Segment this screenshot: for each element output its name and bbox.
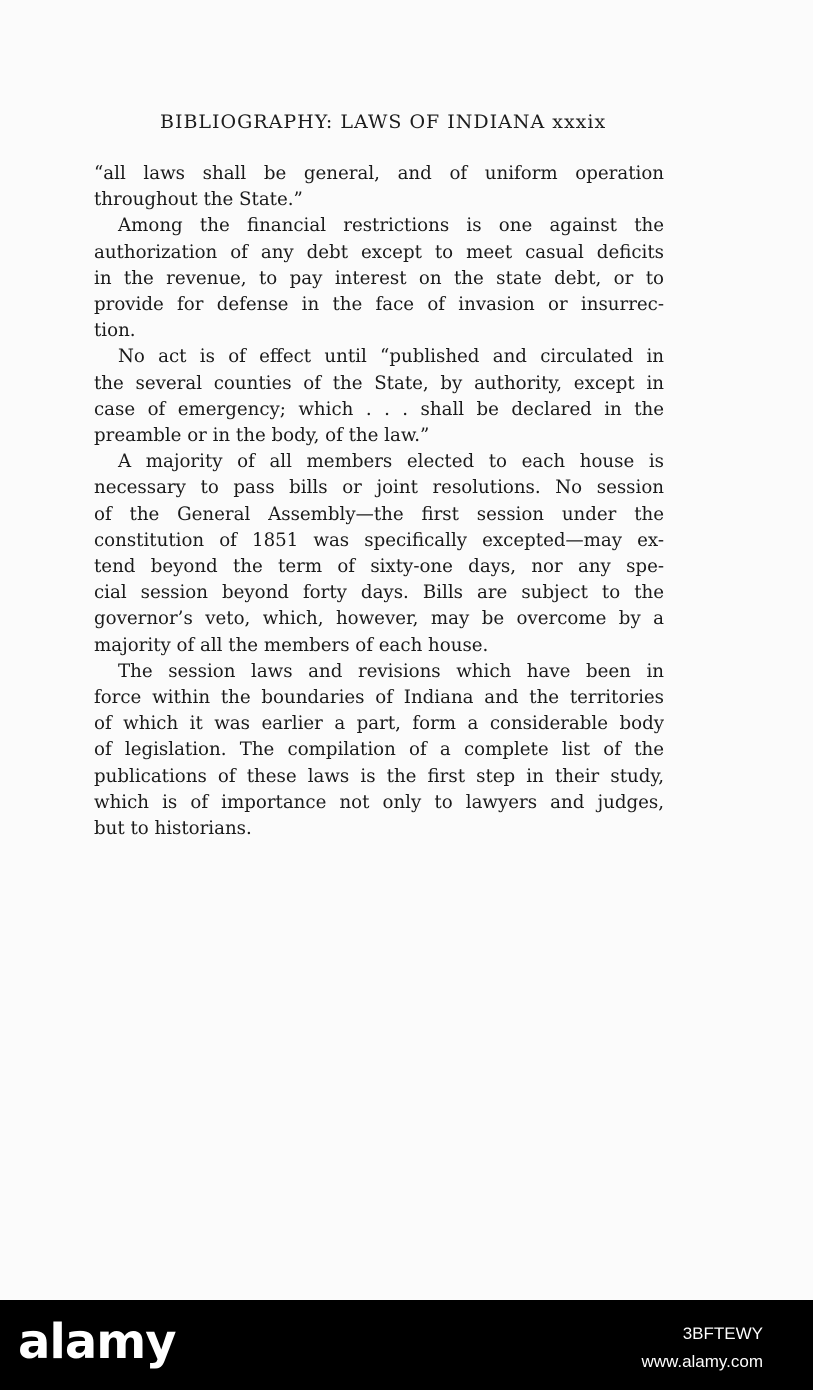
text-line: Among the financial restrictions is one against the [118,215,664,237]
text-line: “all laws shall be general, and of uniform operation [94,163,664,184]
text-line: authorization of any debt except to meet casual deficits [94,241,664,263]
text-line: throughout the State.” [94,189,303,211]
paragraph [94,449,664,659]
text-line: The session laws and revisions which have been in [118,660,664,682]
text-line: constitution of 1851 was specifically excepted—may ex- [94,529,664,551]
body-text [94,161,664,842]
paragraph [94,344,664,449]
text-line: in the revenue, to pay interest on the state debt, or to [94,267,664,289]
paragraph [94,213,664,344]
text-line: A majority of all members elected to each house is [118,451,664,473]
text-line: but to historians. [94,818,252,840]
text-line: of legislation. The compilation of a complete list of the [94,739,664,761]
text-line: provide for defense in the face of invasion or insurrec- [94,294,664,316]
text-line: tend beyond the term of sixty-one days, nor any spe- [94,556,664,578]
text-line: the several counties of the State, by authority, except in [94,372,664,394]
text-line: necessary to pass bills or joint resolutions. No session [94,477,664,499]
running-head: BIBLIOGRAPHY: LAWS OF INDIANA xxxix [160,111,607,133]
text-line: majority of all the members of each house. [94,634,489,656]
text-line: of the General Assembly—the first session under the [94,503,664,525]
paragraph [94,161,664,213]
text-line: tion. [94,320,136,342]
paragraph [94,659,664,842]
watermark-footer-bar [0,1300,813,1390]
text-line: which is of importance not only to lawyers and judges, [94,791,664,813]
image-id: 3BFTEWY [682,1324,763,1343]
text-line: publications of these laws is the first step in their study, [94,765,664,787]
text-line: of which it was earlier a part, form a considerable body [94,713,664,735]
text-line: No act is of effect until “published and circulated in [118,346,664,368]
text-line: cial session beyond forty days. Bills are subject to the [94,582,664,604]
text-line: preamble or in the body, of the law.” [94,425,430,447]
text-line: case of emergency; which . . . shall be declared in the [94,398,664,420]
alamy-logo: alamy [18,1314,176,1370]
text-line: force within the boundaries of Indiana and the territories [94,687,664,709]
site-url: www.alamy.com [641,1352,763,1371]
text-line: governor’s veto, which, however, may be overcome by a [94,608,664,630]
